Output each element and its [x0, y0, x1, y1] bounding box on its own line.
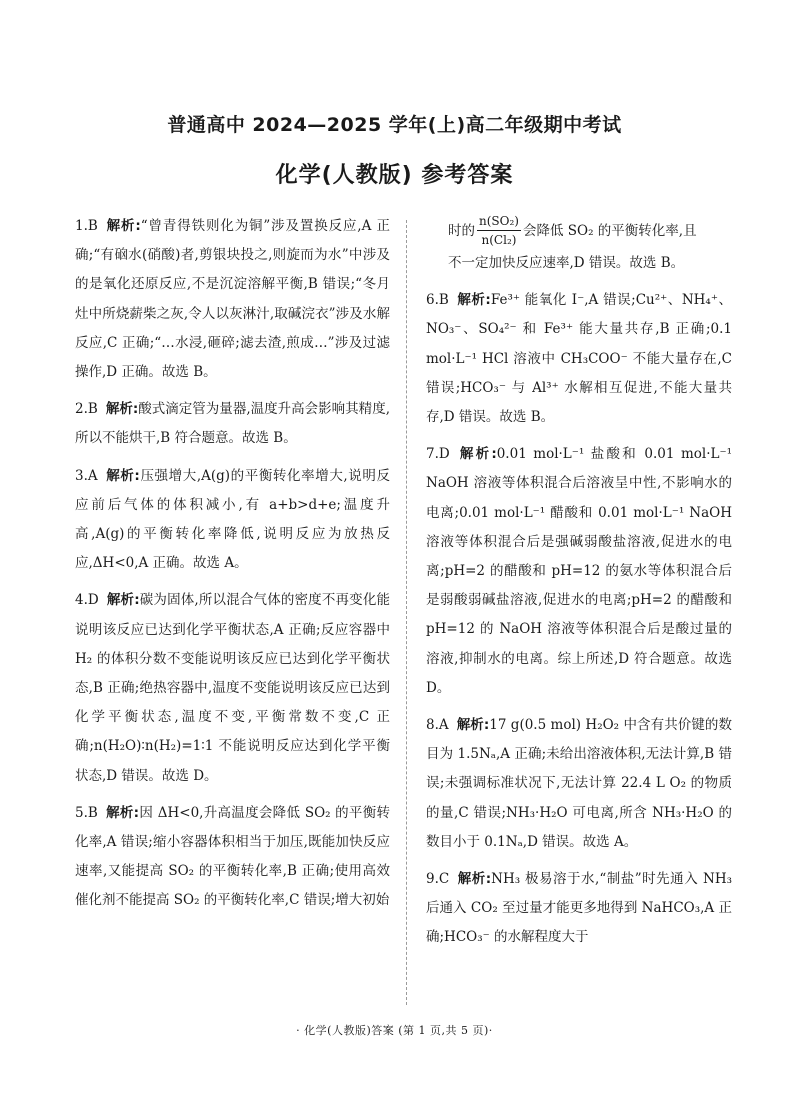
analysis-label: 解析:: [456, 292, 491, 309]
answer-letter: D: [438, 446, 450, 463]
answer-item-2: 2.B 解析:酸式滴定管为量器,温度升高会影响其精度,所以不能烘干,B 符合题意。故选 B。: [75, 401, 390, 447]
answer-item-7: 7.D 解析:0.01 mol·L⁻¹ 盐酸和 0.01 mol·L⁻¹ NaOH 溶液等体积混合后溶液呈中性,不影响水的电离;0.01 mol·L⁻¹ 醋酸和 0.01 mol·L⁻¹ NaOH 溶液等体积混合后是强碱弱酸盐溶液,促进水的电离;pH=2 的醋酸和 pH=12 的氨水等体积混合后是弱酸弱碱盐溶液,促进水的电离;pH=2 的醋酸和 pH=12 的 NaOH 溶液等体积混合后是酸过量的溶液,抑制水的电离。综上所述,D 符合题意。故选 D。: [426, 446, 732, 696]
answer-item-8: 8.A 解析:17 g(0.5 mol) H₂O₂ 中含有共价键的数目为 1.5Nₐ,A 正确;未给出溶液体积,无法计算,B 错误;未强调标准状况下,无法计算 22.4 L O₂ 的物质的量,C 错误;NH₃·H₂O 可电离,所含 NH₃·H₂O 的数目小于 0.1Nₐ,D 错误。故选 A。: [426, 717, 732, 850]
analysis-label: 解析:: [456, 717, 490, 734]
answer-letter: A: [87, 467, 98, 484]
analysis-label: 解析:: [457, 871, 492, 888]
answer-letter: B: [438, 292, 449, 309]
answer-item-9: 9.C 解析:NH₃ 极易溶于水,“制盐”时先通入 NH₃ 后通入 CO₂ 至过量才能更多地得到 NaHCO₃,A 正确;HCO₃⁻ 的水解程度大于: [426, 871, 732, 946]
analysis-text: Fe³⁺ 能氧化 I⁻,A 错误;Cu²⁺、NH₄⁺、NO₃⁻、SO₄²⁻ 和 Fe³⁺ 能大量共存,B 正确;0.1 mol·L⁻¹ HCl 溶液中 CH₃COO⁻ 不能大量存在,C 错误;HCO₃⁻ 与 Al³⁺ 水解相互促进,不能大量共存,D 错误。故选 B。: [426, 292, 732, 426]
answer-letter: D: [87, 592, 99, 609]
analysis-label: 解析:: [105, 467, 140, 484]
analysis-text: NH₃ 极易溶于水,“制盐”时先通入 NH₃ 后通入 CO₂ 至过量才能更多地得到 NaHCO₃,A 正确;HCO₃⁻ 的水解程度大于: [426, 871, 732, 946]
left-column: [75, 212, 390, 924]
analysis-text: 酸式滴定管为量器,温度升高会影响其精度,所以不能烘干,B 符合题意。故选 B。: [75, 401, 390, 447]
analysis-text: “曾青得铁则化为铜”涉及置换反应,A 正确;“有硇水(硝酸)者,剪银块投之,则旋而为水”中涉及的是氧化还原反应,不是沉淀溶解平衡,B 错误;“冬月灶中所烧薪柴之灰,令人以灰淋汁,取碱浣衣”涉及水解反应,C 正确;“…水浸,砸碎;滤去渣,煎成…”涉及过滤操作,D 正确。故选 B。: [75, 218, 391, 381]
analysis-label: 解析:: [105, 218, 141, 234]
answer-letter: B: [87, 218, 98, 234]
analysis-text: 17 g(0.5 mol) H₂O₂ 中含有共价键的数目为 1.5Nₐ,A 正确;未给出溶液体积,无法计算,B 错误;未强调标准状况下,无法计算 22.4 L O₂ 的物质的量,C 错误;NH₃·H₂O 可电离,所含 NH₃·H₂O 的数目小于 0.1Nₐ,D 错误。故选 A。: [426, 717, 732, 850]
answer-item-4: 4.D 解析:碳为固体,所以混合气体的密度不再变化能说明该反应已达到化学平衡状态,A 正确;反应容器中 H₂ 的体积分数不变能说明该反应已达到化学平衡状态,B 正确;绝热容器中,温度不变能说明该反应已达到化学平衡状态,温度不变,平衡常数不变,C 正确;n(H₂O)∶n(H₂)=1∶1 不能说明反应达到化学平衡状态,D 错误。故选 D。: [75, 592, 390, 784]
analysis-label: 解析:: [105, 804, 140, 821]
answer-item-1: 1.B 解析:“曾青得铁则化为铜”涉及置换反应,A 正确;“有硇水(硝酸)者,剪银块投之,则旋而为水”中涉及的是氧化还原反应,不是沉淀溶解平衡,B 错误;“冬月灶中所烧薪柴之灰,令人以灰淋汁,取碱浣衣”涉及水解反应,C 正确;“…水浸,砸碎;滤去渣,煎成…”涉及过滤操作,D 正确。故选 B。: [75, 218, 391, 381]
answer-letter: A: [438, 717, 449, 734]
analysis-text: 0.01 mol·L⁻¹ 盐酸和 0.01 mol·L⁻¹ NaOH 溶液等体积混合后溶液呈中性,不影响水的电离;0.01 mol·L⁻¹ 醋酸和 0.01 mol·L⁻¹ NaOH 溶液等体积混合后是强碱弱酸盐溶液,促进水的电离;pH=2 的醋酸和 pH=12 的氨水等体积混合后是弱酸弱碱盐溶液,促进水的电离;pH=2 的醋酸和 pH=12 的 NaOH 溶液等体积混合后是酸过量的溶液,抑制水的电离。综上所述,D 符合题意。故选 D。: [426, 446, 732, 696]
page-title: 普通高中 2024—2025 学年(上)高二年级期中考试: [167, 114, 622, 136]
analysis-text: 因 ΔH<0,升高温度会降低 SO₂ 的平衡转化率,A 错误;缩小容器体积相当于加压,既能加快反应速率,又能提高 SO₂ 的平衡转化率,B 正确;使用高效催化剂不能提高 SO₂ 的平衡转化率,C 错误;增大初始: [75, 804, 390, 909]
ratio-fraction: $\frac{\text{n(SO₂)}}{\text{n(Cl₂)}}$: [479, 214, 519, 247]
answer-letter: B: [87, 804, 98, 821]
page-subtitle: 化学(人教版) 参考答案: [275, 163, 514, 188]
continuation-line: 时的 $\frac{\text{n(SO₂)}}{\text{n(Cl₂)}}$ 会降低 SO₂ 的平衡转化率,且: [448, 214, 697, 247]
answer-item-5: 5.B 解析:因 ΔH<0,升高温度会降低 SO₂ 的平衡转化率,A 错误;缩小容器体积相当于加压,既能加快反应速率,又能提高 SO₂ 的平衡转化率,B 正确;使用高效催化剂不能提高 SO₂ 的平衡转化率,C 错误;增大初始: [75, 804, 390, 909]
answer-item-6: 6.B 解析:Fe³⁺ 能氧化 I⁻,A 错误;Cu²⁺、NH₄⁺、NO₃⁻、SO₄²⁻ 和 Fe³⁺ 能大量共存,B 正确;0.1 mol·L⁻¹ HCl 溶液中 CH₃COO⁻ 不能大量存在,C 错误;HCO₃⁻ 与 Al³⁺ 水解相互促进,不能大量共存,D 错误。故选 B。: [426, 292, 732, 426]
answer-item-3: 3.A 解析:压强增大,A(g)的平衡转化率增大,说明反应前后气体的体积减小,有 a+b>d+e;温度升高,A(g)的平衡转化率降低,说明反应为放热反应,ΔH<0,A 正确。故选 A。: [75, 467, 390, 572]
analysis-label: 解析:: [457, 446, 497, 463]
right-column: [426, 212, 732, 961]
analysis-label: 解析:: [105, 401, 139, 418]
analysis-text: 压强增大,A(g)的平衡转化率增大,说明反应前后气体的体积减小,有 a+b>d+e;温度升高,A(g)的平衡转化率降低,说明反应为放热反应,ΔH<0,A 正确。故选 A。: [75, 467, 390, 572]
continuation-text: 不一定加快反应速率,D 错误。故选 B。: [448, 255, 685, 271]
analysis-label: 解析:: [106, 592, 140, 609]
answer-letter: B: [87, 401, 98, 418]
column-divider: [406, 220, 407, 1005]
answer-letter: C: [438, 871, 450, 888]
analysis-text: 碳为固体,所以混合气体的密度不再变化能说明该反应已达到化学平衡状态,A 正确;反应容器中 H₂ 的体积分数不变能说明该反应已达到化学平衡状态,B 正确;绝热容器中,温度不变能说明该反应已达到化学平衡状态,温度不变,平衡常数不变,C 正确;n(H₂O)∶n(H₂)=1∶1 不能说明反应达到化学平衡状态,D 错误。故选 D。: [75, 592, 390, 784]
page-footer: · 化学(人教版)答案 (第 1 页,共 5 页)·: [296, 1024, 493, 1037]
